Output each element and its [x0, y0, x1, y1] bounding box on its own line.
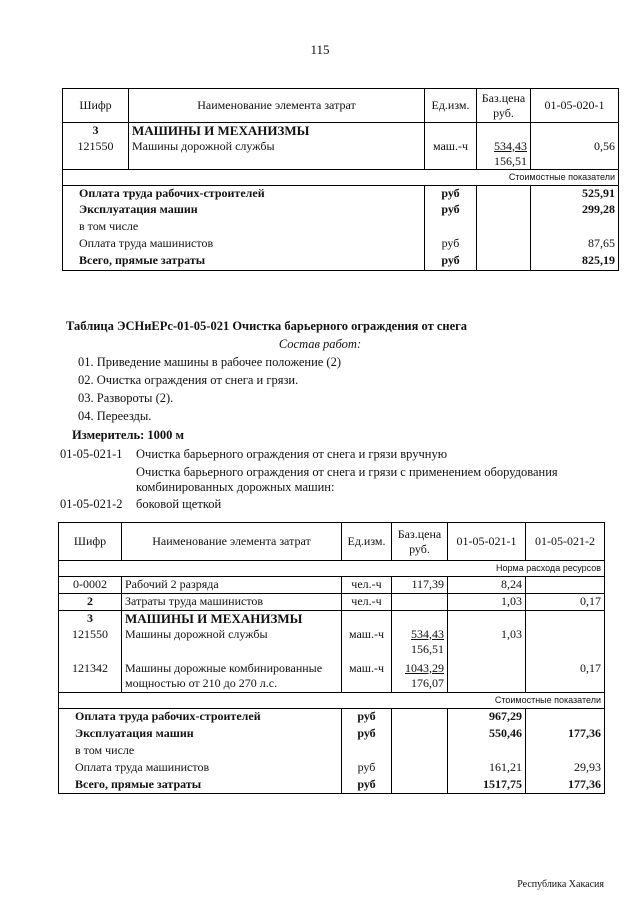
row-price — [477, 139, 531, 170]
code-text: боковой щеткой — [136, 497, 222, 511]
summary-row — [63, 202, 619, 219]
work-item: 01. Приведение машины в рабочее положение (2) — [78, 355, 342, 369]
price-value: 1043,29 — [405, 660, 444, 675]
summary-unit: руб — [425, 253, 477, 270]
work-item: 04. Переезды. — [78, 409, 152, 423]
norm-label-row — [59, 561, 605, 577]
summary-name: Оплата труда рабочих-строителей — [59, 709, 342, 726]
summary-row — [63, 236, 619, 253]
row-value-1 — [448, 657, 526, 693]
row-name: Машины дорожные комбинированные мощностью от 210 до 270 л.с. — [122, 657, 342, 693]
summary-row — [63, 185, 619, 202]
row-code: 121550 — [59, 627, 122, 657]
section-name: МАШИНЫ И МЕХАНИЗМЫ — [122, 611, 342, 627]
header-name: Наименование элемента затрат — [129, 89, 425, 123]
row-price — [392, 627, 448, 657]
row-name: Рабочий 2 разряда — [122, 577, 342, 594]
row-name: Машины дорожной службы — [122, 627, 342, 657]
summary-value-1: 161,21 — [448, 760, 526, 777]
footer-region: Республика Хакасия — [517, 879, 604, 890]
summary-row — [59, 726, 605, 743]
row-code: 121342 — [59, 657, 122, 693]
summary-row — [59, 777, 605, 794]
header-code: Шифр — [63, 89, 129, 123]
code-label: 01-05-021-2 — [60, 497, 123, 511]
row-unit: маш.-ч — [425, 139, 477, 170]
page-number: 115 — [310, 42, 330, 57]
row-name: Затраты труда машинистов — [122, 594, 342, 611]
summary-name: Оплата труда машинистов — [59, 760, 342, 777]
code-text: Очистка барьерного ограждения от снега и грязи с применением оборудования — [136, 465, 558, 479]
row-value-2 — [526, 627, 605, 657]
row-name: Машины дорожной службы — [129, 139, 425, 170]
section-row — [63, 123, 619, 139]
summary-value-2: 177,36 — [526, 726, 605, 743]
summary-row — [63, 253, 619, 270]
header-unit: Ед.изм. — [425, 89, 477, 123]
work-item: 02. Очистка ограждения от снега и грязи. — [78, 373, 299, 387]
summary-unit: руб — [342, 709, 392, 726]
table-row — [59, 577, 605, 594]
table-row — [59, 627, 605, 657]
row-code: 2 — [59, 594, 122, 611]
summary-name: Оплата труда машинистов — [63, 236, 425, 253]
section-row — [59, 611, 605, 627]
row-value-1: 8,24 — [448, 577, 526, 594]
price-sub-value: 156,51 — [494, 153, 527, 168]
section-code: 3 — [59, 611, 122, 627]
summary-name: в том числе — [63, 219, 425, 236]
summary-row — [59, 760, 605, 777]
summary-value: 299,28 — [531, 202, 619, 219]
summary-label-row — [59, 693, 605, 709]
row-price: 117,39 — [392, 577, 448, 594]
summary-name: Оплата труда рабочих-строителей — [63, 185, 425, 202]
row-unit: маш.-ч — [342, 627, 392, 657]
price-sub-value: 156,51 — [411, 641, 444, 656]
summary-label-row — [63, 169, 619, 185]
header-unit: Ед.изм. — [342, 523, 392, 561]
summary-value-1: 1517,75 — [448, 777, 526, 794]
row-value-2 — [526, 577, 605, 594]
summary-unit: руб — [342, 777, 392, 794]
header-col1: 01-05-021-1 — [448, 523, 526, 561]
summary-name: Эксплуатация машин — [63, 202, 425, 219]
summary-value-2: 29,93 — [526, 760, 605, 777]
measure-unit: Измеритель: 1000 м — [72, 428, 185, 442]
work-item: 03. Развороты (2). — [78, 391, 174, 405]
summary-value-1: 550,46 — [448, 726, 526, 743]
summary-value-1: 967,29 — [448, 709, 526, 726]
summary-row — [59, 743, 605, 760]
section-name: МАШИНЫ И МЕХАНИЗМЫ — [129, 123, 425, 139]
summary-label: Стоимостные показатели — [59, 693, 605, 709]
summary-value-2: 177,36 — [526, 777, 605, 794]
table-row — [59, 657, 605, 693]
code-text: комбинированных дорожных машин: — [136, 480, 335, 494]
cost-table-2 — [58, 522, 605, 794]
row-value-2: 0,17 — [526, 657, 605, 693]
row-price — [392, 594, 448, 611]
summary-value: 525,91 — [531, 185, 619, 202]
summary-label: Стоимостные показатели — [63, 169, 619, 185]
norm-label: Норма расхода ресурсов — [59, 561, 605, 577]
summary-row — [59, 709, 605, 726]
table-row — [59, 594, 605, 611]
row-value-1: 1,03 — [448, 594, 526, 611]
table-header-row — [63, 89, 619, 123]
summary-unit: руб — [425, 202, 477, 219]
table-header-row — [59, 523, 605, 561]
summary-name: Эксплуатация машин — [59, 726, 342, 743]
table-row — [63, 139, 619, 170]
header-price: Баз.цена руб. — [477, 89, 531, 123]
code-label: 01-05-021-1 — [60, 447, 123, 461]
row-code: 121550 — [63, 139, 129, 170]
header-col2: 01-05-021-2 — [526, 523, 605, 561]
summary-value: 825,19 — [531, 253, 619, 270]
price-value: 534,43 — [411, 626, 444, 641]
summary-unit: руб — [342, 726, 392, 743]
summary-row — [63, 219, 619, 236]
header-price: Баз.цена руб. — [392, 523, 448, 561]
cost-table-1 — [62, 88, 619, 271]
row-code: 0-0002 — [59, 577, 122, 594]
row-unit: чел.-ч — [342, 594, 392, 611]
code-text: Очистка барьерного ограждения от снега и грязи вручную — [136, 447, 448, 461]
section-code: 3 — [63, 123, 129, 139]
summary-unit: руб — [425, 236, 477, 253]
row-price — [392, 657, 448, 693]
summary-name: Всего, прямые затраты — [59, 777, 342, 794]
summary-value-2 — [526, 709, 605, 726]
summary-name: в том числе — [59, 743, 342, 760]
row-value-2: 0,17 — [526, 594, 605, 611]
header-name: Наименование элемента затрат — [122, 523, 342, 561]
row-unit: маш.-ч — [342, 657, 392, 693]
summary-value: 87,65 — [531, 236, 619, 253]
price-value: 534,43 — [494, 138, 527, 153]
table-title: Таблица ЭСНиЕРс-01-05-021 Очистка барьерного ограждения от снега — [66, 319, 468, 333]
header-col1: 01-05-020-1 — [531, 89, 619, 123]
row-value-1: 1,03 — [448, 627, 526, 657]
row-value: 0,56 — [531, 139, 619, 170]
row-unit: чел.-ч — [342, 577, 392, 594]
work-composition-title: Состав работ: — [278, 337, 362, 351]
price-sub-value: 176,07 — [411, 675, 444, 690]
summary-unit: руб — [425, 185, 477, 202]
header-code: Шифр — [59, 523, 122, 561]
summary-unit: руб — [342, 760, 392, 777]
summary-name: Всего, прямые затраты — [63, 253, 425, 270]
